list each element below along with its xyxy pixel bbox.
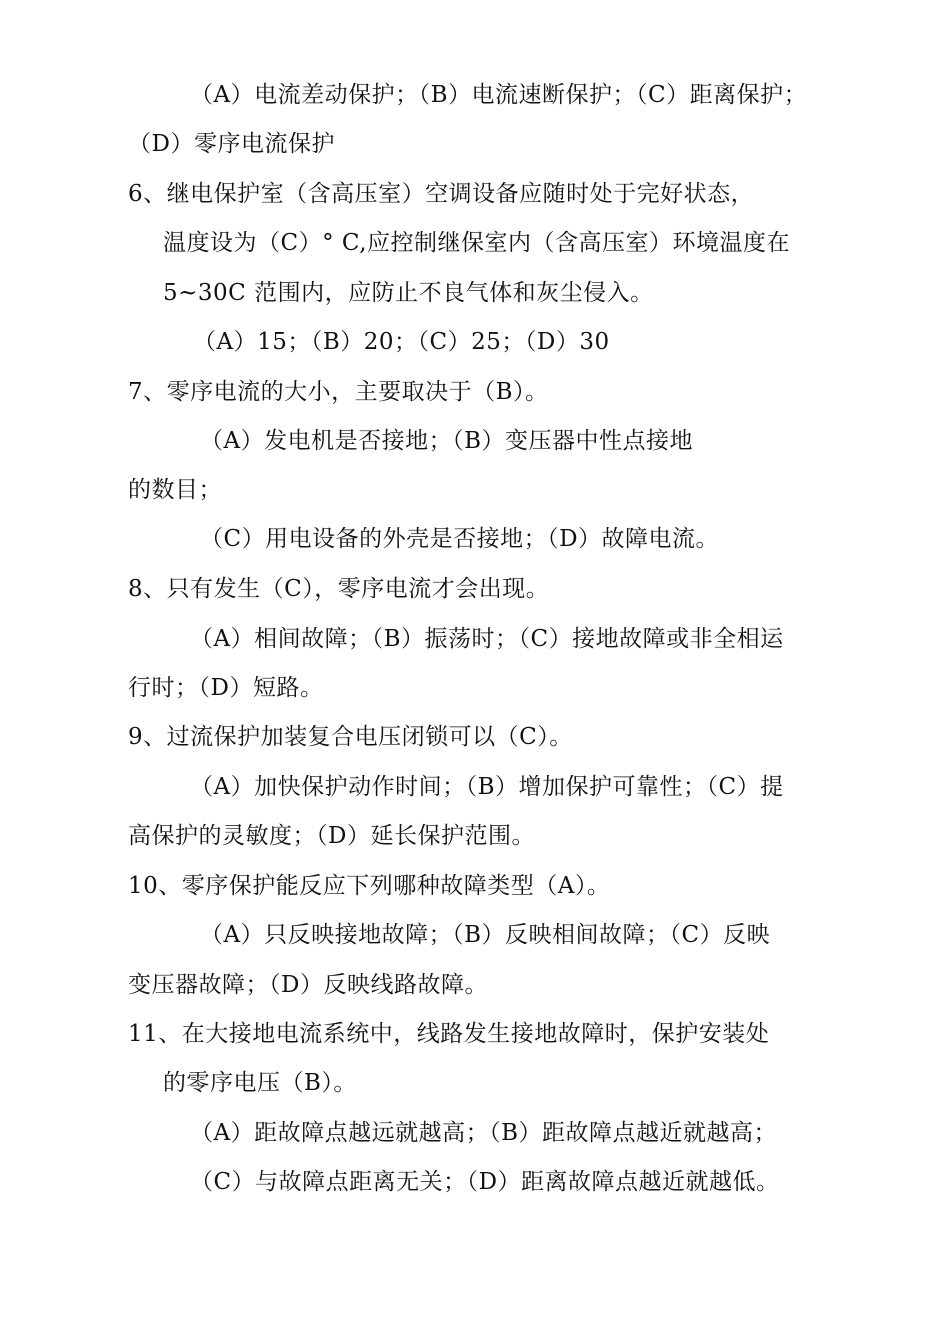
q11-options-line-2: （C）与故障点距离无关；（D）距离故障点越近就越低。 [190,1169,780,1195]
q5-options-line-2: （D）零序电流保护 [128,131,335,157]
q6-options: （A）15；（B）20；（C）25；（D）30 [193,329,610,355]
question-7: 7、零序电流的大小，主要取决于（B）。 [128,379,549,405]
question-6-line-1: 6、继电保护室（含高压室）空调设备应随时处于完好状态， [128,181,755,207]
question-8: 8、只有发生（C），零序电流才会出现。 [128,576,550,602]
q11-options-line-1: （A）距故障点越远就越高；（B）距故障点越近就越高； [190,1120,778,1146]
q10-options-line-2: 变压器故障；（D）反映线路故障。 [128,972,488,998]
q8-options-line-2: 行时；（D）短路。 [128,675,324,701]
question-10: 10、零序保护能反应下列哪种故障类型（A）。 [128,873,611,899]
q7-options-line-2: 的数目； [128,477,222,503]
question-9: 9、过流保护加装复合电压闭锁可以（C）。 [128,724,573,750]
q10-options-line-1: （A）只反映接地故障；（B）反映相间故障；（C）反映 [200,922,771,948]
q9-options-line-2: 高保护的灵敏度；（D）延长保护范围。 [128,823,535,849]
q8-options-line-1: （A）相间故障；（B）振荡时；（C）接地故障或非全相运 [190,626,784,652]
q9-options-line-1: （A）加快保护动作时间；（B）增加保护可靠性；（C）提 [190,774,784,800]
q7-options-line-3: （C）用电设备的外壳是否接地；（D）故障电流。 [200,526,720,552]
question-11-line-1: 11、在大接地电流系统中，线路发生接地故障时，保护安装处 [128,1021,770,1047]
question-11-line-2: 的零序电压（B）。 [163,1070,357,1096]
q7-options-line-1: （A）发电机是否接地；（B）变压器中性点接地 [200,428,694,454]
q5-options-line-1: （A）电流差动保护；（B）电流速断保护；（C）距离保护； [190,82,808,108]
question-6-line-2: 温度设为（C）° C,应控制继保室内（含高压室）环境温度在 [163,230,790,256]
question-6-line-3: 5~30C 范围内，应防止不良气体和灰尘侵入。 [163,280,654,306]
